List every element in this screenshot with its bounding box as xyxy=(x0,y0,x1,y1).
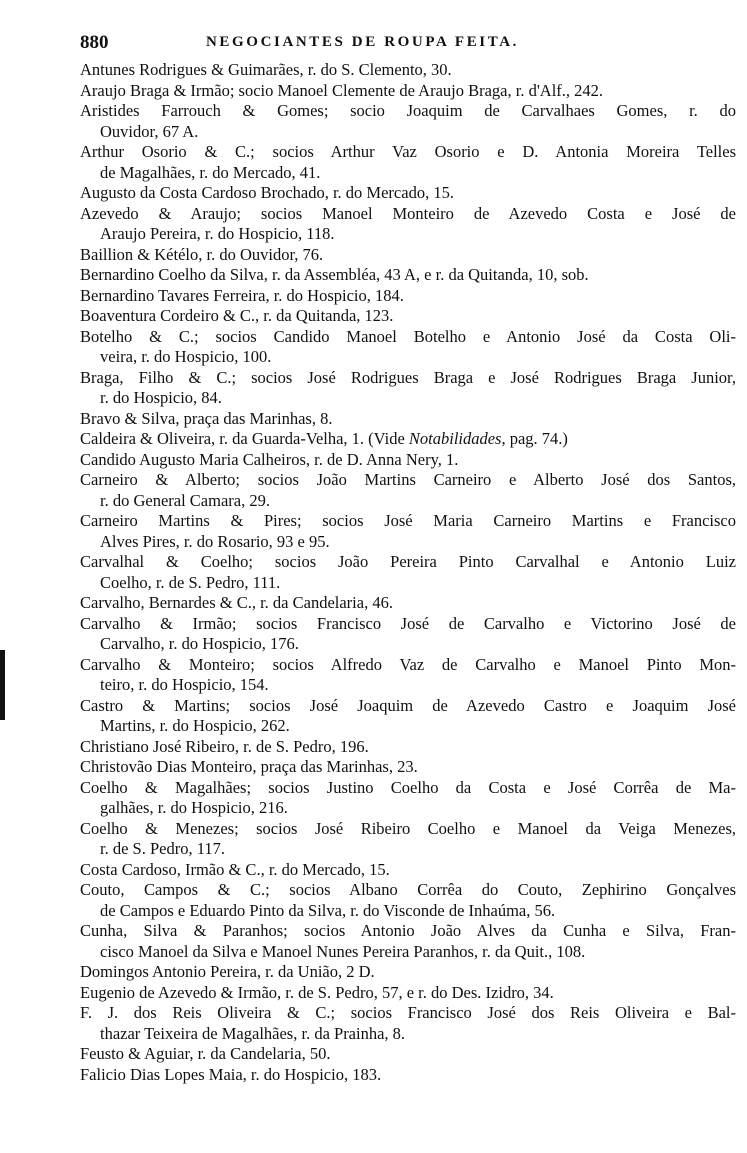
entry-continuation-line: Martins, r. do Hospicio, 262. xyxy=(100,716,290,735)
directory-entry xyxy=(80,327,736,368)
directory-entry xyxy=(80,265,736,286)
entry-line: Carvalho, Bernardes & C., r. da Candelaria, 46. xyxy=(80,593,393,612)
entry-line: Castro & Martins; socios José Joaquim de Azevedo Castro e Joaquim José xyxy=(80,695,736,715)
directory-entry xyxy=(80,245,736,266)
entry-continuation-line: Alves Pires, r. do Rosario, 93 e 95. xyxy=(100,531,330,551)
directory-entry xyxy=(80,409,736,430)
entry-line: Botelho & C.; socios Candido Manoel Botelho e Antonio José da Costa Oli- xyxy=(80,326,736,346)
directory-entry xyxy=(80,286,736,307)
directory-entry xyxy=(80,204,736,245)
directory-entry xyxy=(80,306,736,327)
entry-line: Bravo & Silva, praça das Marinhas, 8. xyxy=(80,408,333,428)
entry-continuation-line: Araujo Pereira, r. do Hospicio, 118. xyxy=(100,224,335,243)
entry-line: Eugenio de Azevedo & Irmão, r. de S. Pedro, 57, e r. do Des. Izidro, 34. xyxy=(80,982,554,1002)
entry-continuation-line: galhães, r. do Hospicio, 216. xyxy=(100,798,288,817)
entry-line: Domingos Antonio Pereira, r. da União, 2 D. xyxy=(80,962,375,981)
entry-line: Candido Augusto Maria Calheiros, r. de D. Anna Nery, 1. xyxy=(80,449,459,469)
entry-line: Coelho & Menezes; socios José Ribeiro Coelho e Manoel da Veiga Menezes, xyxy=(80,818,736,838)
directory-entry xyxy=(80,593,736,614)
directory-entry xyxy=(80,655,736,696)
directory-entry xyxy=(80,880,736,921)
page-header xyxy=(80,32,736,54)
entry-line: Cunha, Silva & Paranhos; socios Antonio João Alves da Cunha e Silva, Fran- xyxy=(80,921,736,940)
entry-line: Christovão Dias Monteiro, praça das Marinhas, 23. xyxy=(80,757,418,776)
running-title: NEGOCIANTES DE ROUPA FEITA. xyxy=(206,34,520,50)
entry-continuation-line: r. do General Camara, 29. xyxy=(100,490,270,510)
directory-entry xyxy=(80,450,736,471)
entry-line xyxy=(80,429,736,450)
directory-entry xyxy=(80,819,736,860)
entry-line: Falicio Dias Lopes Maia, r. do Hospicio, 183. xyxy=(80,1064,382,1084)
entry-text-italic: Notabilidades xyxy=(408,429,502,448)
entry-continuation-line: Carvalho, r. do Hospicio, 176. xyxy=(100,634,299,653)
directory-entry xyxy=(80,1044,736,1065)
entry-continuation-line: Coelho, r. de S. Pedro, 111. xyxy=(100,572,281,592)
directory-entry xyxy=(80,429,736,450)
page-number: 880 xyxy=(80,32,109,53)
directory-entry xyxy=(80,81,736,102)
entry-continuation-line: thazar Teixeira de Magalhães, r. da Prainha, 8. xyxy=(100,1023,406,1043)
scan-edge-mark xyxy=(0,650,5,720)
entry-line: Boaventura Cordeiro & C., r. da Quitanda, 123. xyxy=(80,306,394,325)
directory-entry xyxy=(80,962,736,983)
directory-entry xyxy=(80,1003,736,1044)
entry-text-before: Caldeira & Oliveira, r. da Guarda-Velha, 1. (Vide xyxy=(80,429,409,448)
directory-entry xyxy=(80,860,736,881)
entry-line: Antunes Rodrigues & Guimarães, r. do S. Clemento, 30. xyxy=(80,60,452,79)
entry-line: Bernardino Tavares Ferreira, r. do Hospicio, 184. xyxy=(80,285,404,305)
entry-line: Carneiro Martins & Pires; socios José Maria Carneiro Martins e Francisco xyxy=(80,511,736,530)
entry-line: Feusto & Aguiar, r. da Candelaria, 50. xyxy=(80,1044,331,1063)
directory-entry xyxy=(80,757,736,778)
entry-line: Bernardino Coelho da Silva, r. da Assembléa, 43 A, e r. da Quitanda, 10, sob. xyxy=(80,265,589,284)
directory-entry xyxy=(80,101,736,142)
entry-continuation-line: veira, r. do Hospicio, 100. xyxy=(100,347,272,366)
entry-line: Araujo Braga & Irmão; socio Manoel Clemente de Araujo Braga, r. d'Alf., 242. xyxy=(80,80,604,100)
entry-line: Coelho & Magalhães; socios Justino Coelho da Costa e José Corrêa de Ma- xyxy=(80,777,736,797)
entry-continuation-line: r. do Hospicio, 84. xyxy=(100,388,222,407)
directory-entry xyxy=(80,368,736,409)
entry-text-after: , pag. 74.) xyxy=(501,429,568,448)
entry-line: Baillion & Kétélo, r. do Ouvidor, 76. xyxy=(80,244,324,264)
directory-entry xyxy=(80,183,736,204)
directory-entry xyxy=(80,737,736,758)
directory-entry xyxy=(80,696,736,737)
entry-line: Carvalhal & Coelho; socios João Pereira Pinto Carvalhal e Antonio Luiz xyxy=(80,552,736,571)
entry-line: Carvalho & Irmão; socios Francisco José de Carvalho e Victorino José de xyxy=(80,613,736,633)
entry-line: F. J. dos Reis Oliveira & C.; socios Francisco José dos Reis Oliveira e Bal- xyxy=(80,1003,736,1022)
directory-entry xyxy=(80,60,736,81)
entry-line: Christiano José Ribeiro, r. de S. Pedro, 196. xyxy=(80,736,369,756)
entry-line: Costa Cardoso, Irmão & C., r. do Mercado, 15. xyxy=(80,859,390,879)
entry-line: Braga, Filho & C.; socios José Rodrigues Braga e José Rodrigues Braga Junior, xyxy=(80,367,736,387)
merchant-directory-list xyxy=(80,60,736,1085)
directory-entry xyxy=(80,470,736,511)
entry-continuation-line: de Campos e Eduardo Pinto da Silva, r. do Visconde de Inhaúma, 56. xyxy=(100,900,556,920)
directory-entry xyxy=(80,511,736,552)
entry-line: Augusto da Costa Cardoso Brochado, r. do Mercado, 15. xyxy=(80,183,454,202)
entry-line: Arthur Osorio & C.; socios Arthur Vaz Osorio e D. Antonia Moreira Telles xyxy=(80,142,736,161)
entry-continuation-line: cisco Manoel da Silva e Manoel Nunes Pereira Paranhos, r. da Quit., 108. xyxy=(100,941,586,961)
entry-line: Couto, Campos & C.; socios Albano Corrêa do Couto, Zephirino Gonçalves xyxy=(80,880,736,899)
directory-entry xyxy=(80,921,736,962)
directory-entry xyxy=(80,983,736,1004)
entry-line: Aristides Farrouch & Gomes; socio Joaquim de Carvalhaes Gomes, r. do xyxy=(80,101,736,120)
directory-entry xyxy=(80,778,736,819)
entry-continuation-line: de Magalhães, r. do Mercado, 41. xyxy=(100,162,321,182)
entry-continuation-line: teiro, r. do Hospicio, 154. xyxy=(100,675,269,694)
entry-continuation-line: Ouvidor, 67 A. xyxy=(100,121,199,141)
entry-line: Azevedo & Araujo; socios Manoel Monteiro de Azevedo Costa e José de xyxy=(80,203,736,223)
entry-continuation-line: r. de S. Pedro, 117. xyxy=(100,839,225,858)
directory-entry xyxy=(80,142,736,183)
entry-line: Carvalho & Monteiro; socios Alfredo Vaz de Carvalho e Manoel Pinto Mon- xyxy=(80,654,736,674)
directory-entry xyxy=(80,552,736,593)
entry-line: Carneiro & Alberto; socios João Martins Carneiro e Alberto José dos Santos, xyxy=(80,470,736,489)
directory-entry xyxy=(80,1065,736,1086)
directory-entry xyxy=(80,614,736,655)
